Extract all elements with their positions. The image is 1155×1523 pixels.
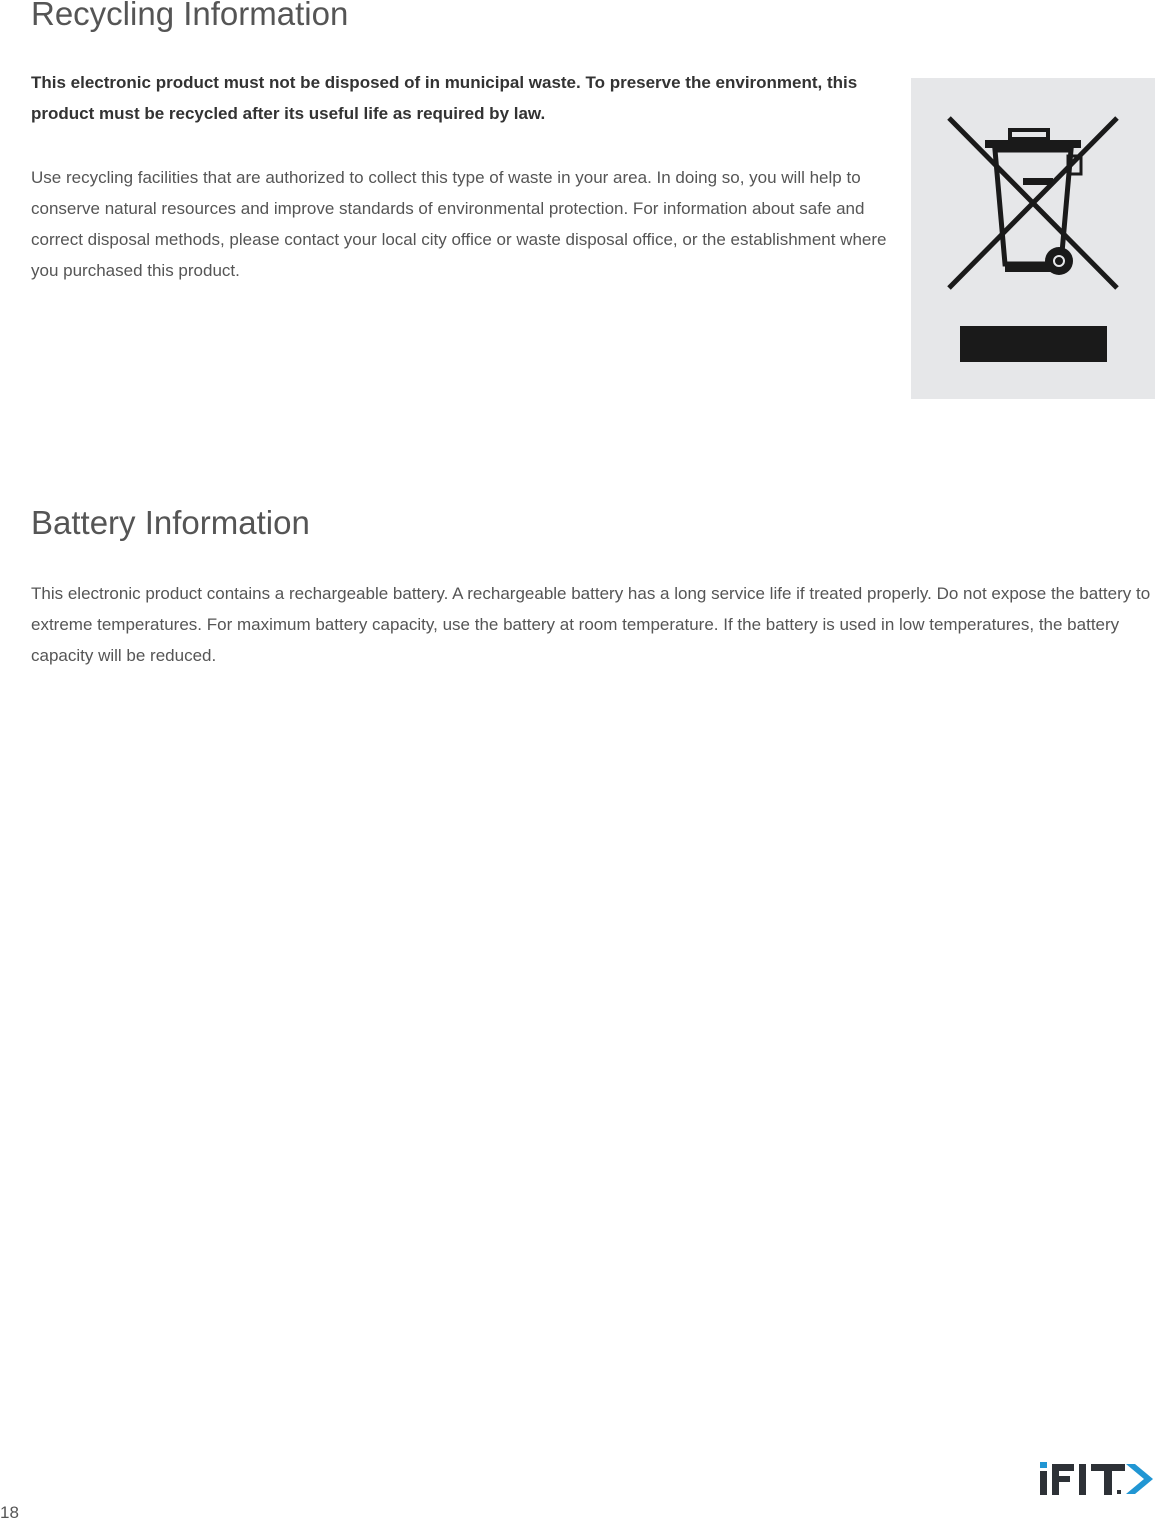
crossed-out-wheelie-bin-icon	[911, 78, 1155, 399]
page-number: 18	[0, 1503, 19, 1522]
battery-body-text: This electronic product contains a rechargeable battery. A rechargeable battery has a long service life if treated properly. Do not expose the battery to extreme temperatures. For maximum battery capacity, use the battery at room temperature. If the battery is used in low temperatures, the battery capacity will be reduced.	[31, 584, 1151, 665]
ifit-logo-icon	[1038, 1460, 1155, 1498]
ifit-logo	[1038, 1460, 1155, 1503]
recycling-warning-text: This electronic product must not be disposed of in municipal waste. To preserve the environment, this product must be recycled after its useful life as required by law.	[31, 73, 858, 123]
weee-symbol-panel	[911, 78, 1155, 399]
recycling-body-text: Use recycling facilities that are authorized to collect this type of waste in your area. In doing so, you will help to conserve natural resources and improve standards of environmental protection. For information about safe and correct disposal methods, please contact your local city office or waste disposal office, or the establishment where you purchased this product.	[31, 168, 887, 280]
recycling-title: Recycling Information	[31, 0, 349, 32]
battery-title: Battery Information	[31, 504, 310, 541]
